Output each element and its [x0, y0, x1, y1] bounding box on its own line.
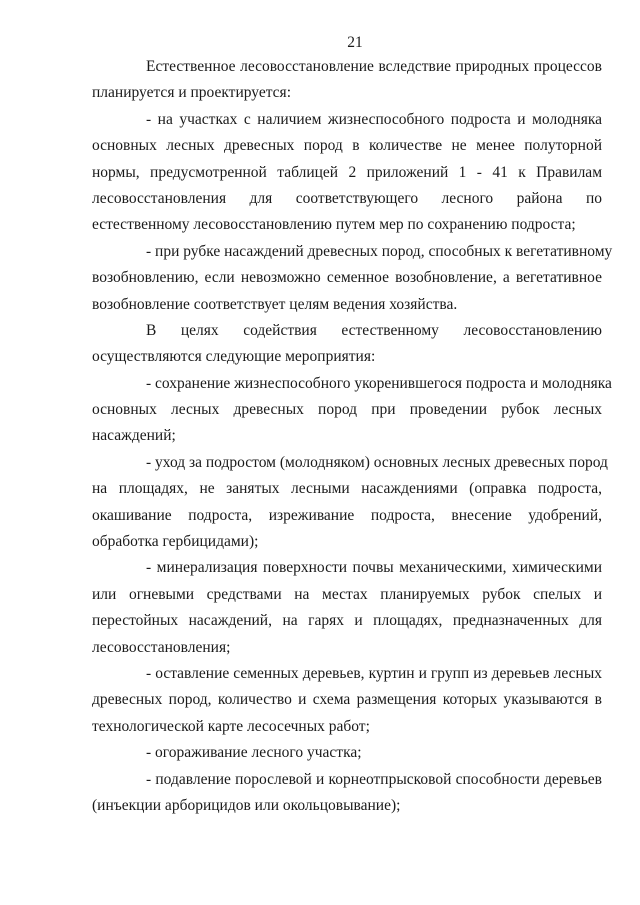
text-line: - сохранение жизнеспособного укоренившегося подроста и молодняка	[146, 374, 612, 392]
text-line: окашивание подроста, изреживание подроста, внесение удобрений,	[92, 506, 602, 524]
text-line: лесовосстановления для соответствующего лесного района по	[92, 189, 602, 207]
text-line: возобновлению, если невозможно семенное возобновление, а вегетативное	[92, 269, 602, 287]
text-line: Естественное лесовосстановление вследствие природных процессов	[146, 58, 602, 75]
text-line: - уход за подростом (молодняком) основных лесных древесных пород	[146, 453, 608, 471]
text-line: возобновление соответствует целям ведения хозяйства.	[92, 295, 458, 313]
text-line: - при рубке насаждений древесных пород, способных к вегетативному	[146, 242, 613, 260]
text-line: или огневыми средствами на местах планируемых рубок спелых и	[92, 585, 602, 603]
text-line: лесовосстановления;	[92, 638, 231, 656]
text-line: на площадях, не занятых лесными насаждениями (оправка подроста,	[92, 480, 602, 498]
text-line: технологической карте лесосечных работ;	[92, 717, 370, 735]
text-line: насаждений;	[92, 427, 176, 445]
text-line: обработка гербицидами);	[92, 533, 259, 551]
text-line: - подавление порослевой и корнеотпрысковой способности деревьев	[146, 770, 602, 788]
text-line: В целях содействия естественному лесовосстановлению	[146, 321, 602, 339]
text-line: планируется и проектируется:	[92, 84, 291, 102]
text-line: основных лесных древесных пород при проведении рубок лесных	[92, 401, 602, 419]
text-line: нормы, предусмотренной таблицей 2 приложений 1 - 41 к Правилам	[92, 163, 602, 181]
text-line: - минерализация поверхности почвы механическими, химическими	[146, 559, 602, 577]
text-line: - оставление семенных деревьев, куртин и групп из деревьев лесных	[146, 664, 602, 682]
text-line: осуществляются следующие мероприятия:	[92, 348, 376, 366]
text-line: - на участках с наличием жизнеспособного подроста и молодняка	[146, 110, 602, 128]
text-line: естественному лесовосстановлению путем мер по сохранению подроста;	[92, 216, 576, 234]
text-line: (инъекции арборицидов или окольцовывание);	[92, 796, 401, 814]
text-line: древесных пород, количество и схема размещения которых указываются в	[92, 691, 602, 709]
text-line: - огораживание лесного участка;	[146, 744, 362, 762]
text-line: перестойных насаждений, на гарях и площадях, предназначенных для	[92, 612, 602, 630]
body-text	[92, 54, 613, 819]
text-line: основных лесных древесных пород в количестве не менее полуторной	[92, 137, 602, 155]
page-number: 21	[347, 34, 363, 51]
